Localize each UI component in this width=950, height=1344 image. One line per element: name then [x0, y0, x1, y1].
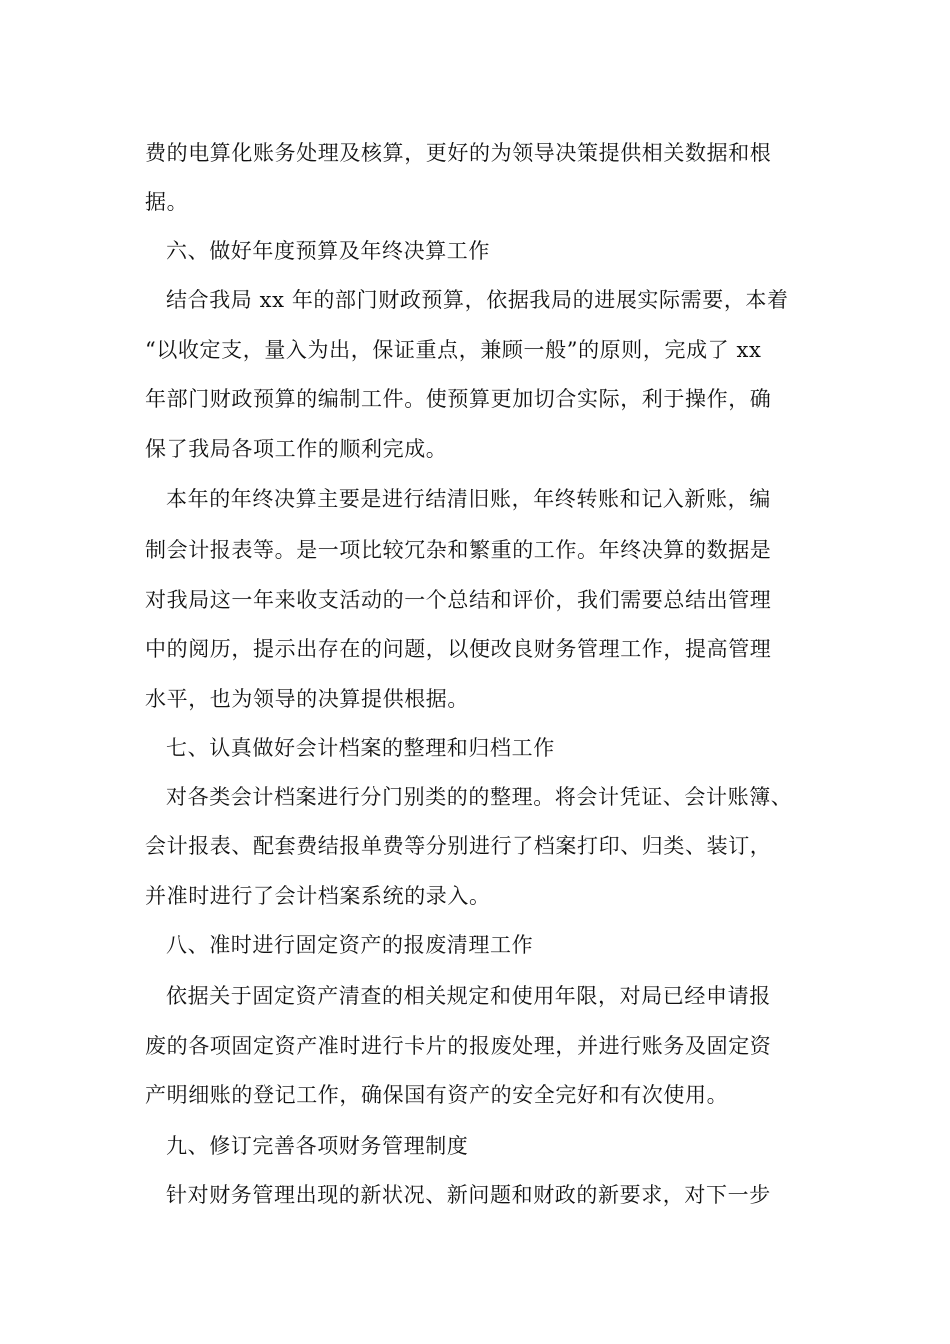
- body-line: 水平，也为领导的决算提供根据。: [145, 687, 469, 711]
- body-line: 中的阅历，提示出存在的问题，以便改良财务管理工作，提高管理: [145, 637, 772, 661]
- section-heading: 九、修订完善各项财务管理制度: [166, 1134, 469, 1158]
- section-heading: 六、做好年度预算及年终决算工作: [166, 239, 490, 263]
- body-line: 对各类会计档案进行分门别类的的整理。将会计凭证、会计账簿、: [166, 785, 793, 809]
- section-heading: 七、认真做好会计档案的整理和归档工作: [166, 736, 555, 760]
- body-line: 并准时进行了会计档案系统的录入。: [145, 884, 491, 908]
- body-line: 制会计报表等。是一项比较冗杂和繁重的工作。年终决算的数据是: [145, 538, 772, 562]
- body-line: “以收定支，量入为出，保证重点，兼顾一般”的原则，完成了 xx: [145, 338, 762, 362]
- body-line: 保了我局各项工作的顺利完成。: [145, 437, 448, 461]
- body-line: 对我局这一年来收支活动的一个总结和评价，我们需要总结出管理: [145, 588, 772, 612]
- body-line: 年部门财政预算的编制工件。使预算更加切合实际，利于操作，确: [145, 387, 772, 411]
- body-line: 本年的年终决算主要是进行结清旧账，年终转账和记入新账，编: [166, 487, 771, 511]
- section-heading: 八、准时进行固定资产的报废清理工作: [166, 933, 534, 957]
- body-line: 费的电算化账务处理及核算，更好的为领导决策提供相关数据和根: [145, 141, 772, 165]
- body-line: 据。: [145, 190, 189, 214]
- body-line: 结合我局 xx 年的部门财政预算，依据我局的进展实际需要，本着: [166, 288, 789, 312]
- body-line: 会计报表、配套费结报单费等分别进行了档案打印、归类、装订，: [145, 834, 772, 858]
- body-line: 产明细账的登记工作，确保国有资产的安全完好和有次使用。: [145, 1083, 729, 1107]
- body-line: 依据关于固定资产清查的相关规定和使用年限，对局已经申请报: [166, 984, 771, 1008]
- body-line: 废的各项固定资产准时进行卡片的报废处理，并进行账务及固定资: [145, 1034, 772, 1058]
- body-line: 针对财务管理出现的新状况、新问题和财政的新要求，对下一步: [166, 1183, 771, 1207]
